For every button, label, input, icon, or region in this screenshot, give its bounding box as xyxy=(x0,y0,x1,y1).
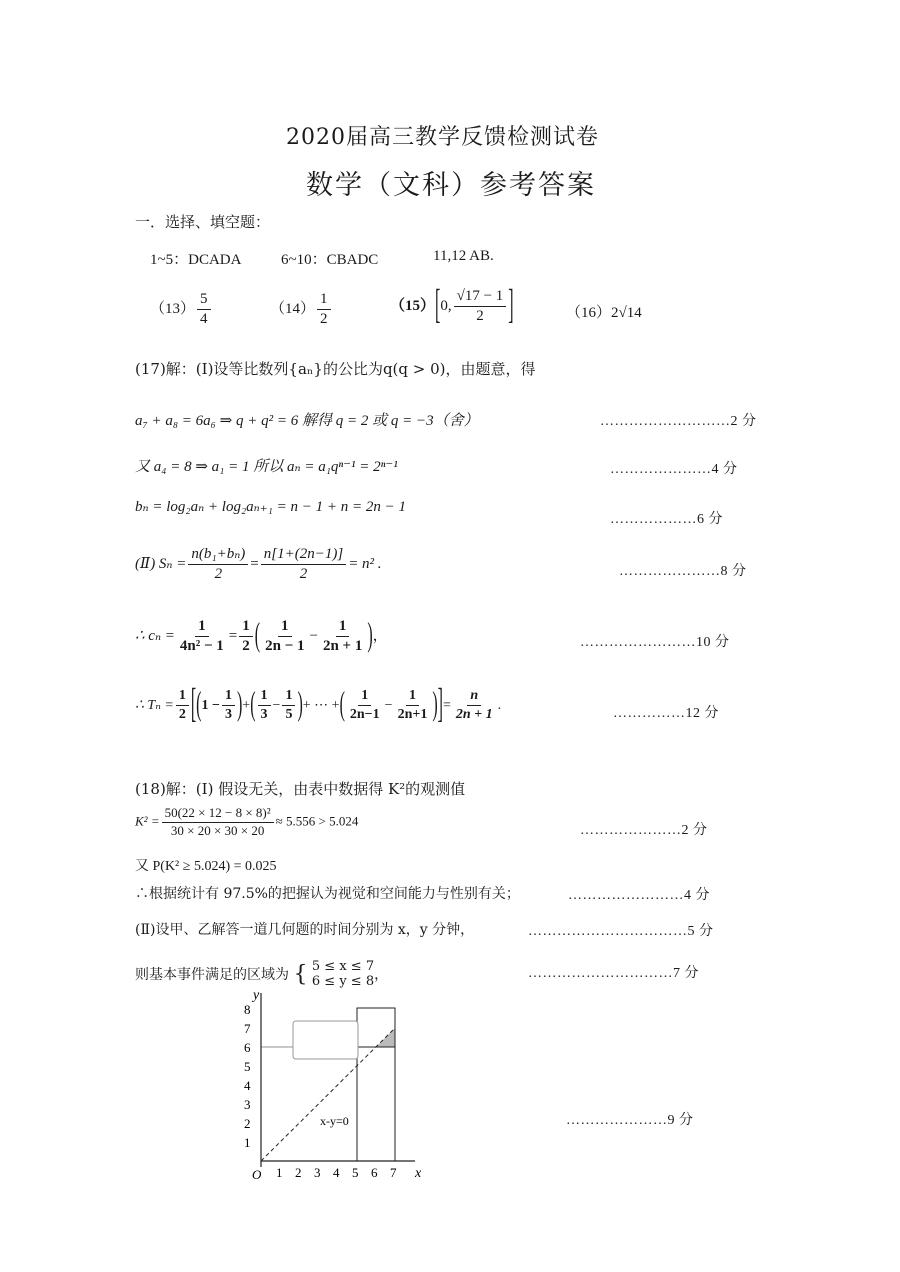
q17-line7 xyxy=(135,682,502,727)
q17-l7-dots: + ⋯ + xyxy=(302,697,340,713)
q17-l7-t2-minus: − xyxy=(272,697,281,713)
answers-6-10: 6~10：CBADC xyxy=(281,252,379,268)
q18-line2 xyxy=(135,806,358,839)
q17-score-8: …………………8 分 xyxy=(619,564,747,579)
q17-l7-plus1: + xyxy=(242,697,251,713)
q17-l7-t3-den1: 2n−1 xyxy=(349,707,380,723)
q17-l7-t3-minus: − xyxy=(384,697,393,713)
x-axis-label: x xyxy=(415,1166,422,1181)
q17-l6-f1-den: 4n² − 1 xyxy=(179,638,224,655)
q17-l6-frac3 xyxy=(262,618,307,656)
q18-l2-num: 50(22 × 12 − 8 × 8)² xyxy=(162,806,274,823)
q15-fraction xyxy=(454,288,507,326)
q17-l7-half xyxy=(176,688,189,723)
x-tick-label: 3 xyxy=(314,1165,321,1180)
exam-title: 2020届高三教学反馈检测试卷 xyxy=(286,125,599,150)
q18-l2-den: 30 × 20 × 30 × 20 xyxy=(170,822,265,838)
q17-l5-frac1 xyxy=(188,546,248,584)
q17-l5-f2-num: n[1+(2n−1)] xyxy=(261,546,346,565)
q17-l7-p2l: ( xyxy=(250,686,256,723)
q14-fraction xyxy=(317,291,331,329)
answer-16 xyxy=(566,301,642,322)
q17-l7-half-den: 2 xyxy=(178,707,186,723)
q17-l7-p1l: ( xyxy=(196,686,202,723)
q18-line1: (18)解：(Ⅰ) 假设无关，由表中数据得 K²的观测值 xyxy=(135,780,466,798)
region-graph xyxy=(240,985,430,1185)
q18-l2-frac xyxy=(162,806,274,839)
q18-score-2: …………………2 分 xyxy=(580,823,708,838)
x-tick-label: 4 xyxy=(333,1165,340,1180)
q15-num: √17 − 1 xyxy=(454,288,507,307)
q17-line4: bₙ = log₂aₙ + log₂aₙ₊₁ = n − 1 + n = 2n − 1 xyxy=(135,499,406,515)
q18-l6-sys1: 5 ≤ x ≤ 7 xyxy=(311,959,375,974)
q17-line3: 又 a₄ = 8 ⇒ a₁ = 1 所以 aₙ = a₁qⁿ⁻¹ = 2ⁿ⁻¹ xyxy=(135,459,398,475)
q14-num: 1 xyxy=(317,291,331,310)
q17-l7-t3-num1: 1 xyxy=(358,688,371,706)
q17-l7-t2-frac1 xyxy=(258,688,271,723)
q17-l7-t3-frac1 xyxy=(347,688,383,723)
y-tick-label: 4 xyxy=(244,1078,251,1093)
q17-l7-t2-num1: 1 xyxy=(258,688,271,706)
q17-l5-f1-den: 2 xyxy=(214,566,223,583)
q17-l7-p3r: ) xyxy=(432,686,438,723)
q17-l6-eq: = xyxy=(228,628,238,645)
section-heading: 一．选择、填空题： xyxy=(135,213,271,231)
q17-l5-f1-num: n(b₁+bₙ) xyxy=(188,546,248,565)
q17-l6-f4-num: 1 xyxy=(336,618,350,637)
q17-score-12: ……………12 分 xyxy=(613,706,719,721)
y-tick-label: 2 xyxy=(244,1116,251,1131)
q14-label: （14） xyxy=(270,301,316,318)
q17-l6-f1-num: 1 xyxy=(195,618,209,637)
q17-l7-t2-num2: 1 xyxy=(282,688,295,706)
q17-l5-frac2 xyxy=(261,546,346,584)
x-tick-label: 7 xyxy=(390,1165,397,1180)
q17-score-6: ………………6 分 xyxy=(610,512,723,527)
q16-value: 2√14 xyxy=(611,305,642,321)
overlay-box xyxy=(293,1021,358,1059)
q13-fraction xyxy=(197,291,211,329)
q18-l6-sys2: 6 ≤ y ≤ 8 xyxy=(311,973,375,989)
q18-score-9: …………………9 分 xyxy=(566,1113,694,1128)
q17-l7-rbracket: ] xyxy=(437,682,443,727)
y-tick-label: 8 xyxy=(244,1002,251,1017)
q17-l5-f2-den: 2 xyxy=(299,566,308,583)
y-tick-label: 7 xyxy=(244,1021,251,1036)
q18-l6-text: 则基本事件满足的区域为 xyxy=(135,966,289,983)
q17-l7-lbracket: [ xyxy=(190,682,197,727)
q16-label: （16） xyxy=(566,305,612,321)
q17-line5 xyxy=(135,546,382,584)
q17-line2: a₇ + a₈ = 6a₆ ⇒ q + q² = 6 解得 q = 2 或 q = −3（舍） xyxy=(135,413,479,429)
answers-11-12: 11,12 AB. xyxy=(433,248,494,264)
q17-l6-prefix: ∴ cₙ = xyxy=(135,628,175,645)
q14-den: 2 xyxy=(320,311,328,328)
q17-l6-tail: ， xyxy=(372,628,388,645)
q13-num: 5 xyxy=(197,291,211,310)
x-tick-label: 5 xyxy=(352,1165,359,1180)
q17-l7-tail: . xyxy=(497,697,502,713)
q17-l7-p1r: ) xyxy=(236,686,243,723)
subject-title: 数学（文科）参考答案 xyxy=(306,170,596,201)
q17-score-4: …………………4 分 xyxy=(610,462,738,477)
q17-l7-p2r: ) xyxy=(297,686,303,723)
q17-l6-f2-den: 2 xyxy=(242,638,250,655)
q18-l2-prefix: K² = xyxy=(135,813,160,829)
q17-l7-t1-den: 3 xyxy=(224,707,232,723)
q17-score-2: ………………………2 分 xyxy=(600,414,757,429)
answer-15 xyxy=(390,283,514,328)
q17-l7-t3-frac2 xyxy=(395,688,431,723)
q15-den: 2 xyxy=(476,308,484,325)
q17-l5-eq: = xyxy=(250,556,259,573)
y-tick-label: 6 xyxy=(244,1040,251,1055)
q17-l6-lparen: ( xyxy=(254,617,261,654)
x-tick-label: 6 xyxy=(371,1165,378,1180)
q17-l7-p3l: ( xyxy=(339,686,345,723)
q18-l6-brace: { xyxy=(293,961,308,987)
q17-score-10: ……………………10 分 xyxy=(580,635,730,650)
q18-score-5: ……………………………5 分 xyxy=(528,924,714,939)
q17-l6-f3-den: 2n − 1 xyxy=(265,638,305,655)
q17-l6-frac1 xyxy=(177,618,227,656)
q17-l6-f2-num: 1 xyxy=(239,618,253,637)
answer-14 xyxy=(270,291,333,329)
q17-l7-prefix: ∴ Tₙ = xyxy=(135,697,174,713)
x-tick-label: 2 xyxy=(295,1165,302,1180)
q17-l7-t2-den2: 5 xyxy=(285,707,293,723)
answer-13 xyxy=(150,291,213,329)
q17-l7-half-num: 1 xyxy=(176,688,189,706)
q17-l7-t2-den1: 3 xyxy=(260,707,268,723)
x-tick-label: 1 xyxy=(276,1165,283,1180)
q18-score-7: …………………………7 分 xyxy=(528,966,699,981)
q13-den: 4 xyxy=(200,311,208,328)
origin-label: O xyxy=(252,1167,262,1182)
answers-1-5: 1~5：DCADA xyxy=(150,252,242,268)
q17-l5-tail: = n² . xyxy=(348,556,382,573)
y-tick-label: 1 xyxy=(244,1135,251,1150)
q17-l7-t1: 1 − xyxy=(201,697,220,713)
q17-l7-t1-frac xyxy=(222,688,235,723)
q17-l5-prefix: (Ⅱ) Sₙ = xyxy=(135,556,187,573)
q17-l6-minus: − xyxy=(309,628,318,645)
q17-l7-eq: = xyxy=(442,697,451,713)
q18-l6-tail: ， xyxy=(374,966,389,983)
q17-l7-r-num: n xyxy=(467,688,481,706)
q18-l2-tail: ≈ 5.556 > 5.024 xyxy=(275,813,359,829)
q17-l7-r-den: 2n + 1 xyxy=(455,707,493,723)
line-label: x-y=0 xyxy=(320,1114,349,1128)
q18-line5: (Ⅱ)设甲、乙解答一道几何题的时间分别为 x，y 分钟， xyxy=(135,922,475,938)
q17-l7-result xyxy=(453,688,496,723)
q17-line1: (17)解：(Ⅰ)设等比数列{aₙ}的公比为q(q > 0)，由题意，得 xyxy=(135,360,536,378)
y-tick-label: 5 xyxy=(244,1059,251,1074)
q17-l7-t2-frac2 xyxy=(282,688,295,723)
q17-l7-t3-den2: 2n+1 xyxy=(397,707,428,723)
q17-l6-f3-num: 1 xyxy=(278,618,292,637)
q17-l7-t1-num: 1 xyxy=(222,688,235,706)
q15-left: 0, xyxy=(440,298,452,315)
q15-bracket-right: ] xyxy=(508,283,514,328)
q17-line6 xyxy=(135,618,388,656)
q17-l6-frac2 xyxy=(239,618,253,656)
q15-bracket-left: [ xyxy=(435,283,441,328)
y-tick-label: 3 xyxy=(244,1097,251,1112)
q15-label: （15） xyxy=(390,298,436,315)
q18-score-4: ……………………4 分 xyxy=(568,888,710,903)
y-axis-label: y xyxy=(253,988,260,1003)
q17-l6-frac4 xyxy=(320,618,365,656)
q18-line3: 又 P(K² ≥ 5.024) = 0.025 xyxy=(135,859,277,874)
q17-l6-f4-den: 2n + 1 xyxy=(322,638,363,655)
q17-l6-rparen: ) xyxy=(367,617,373,654)
q13-label: （13） xyxy=(150,301,196,318)
q17-l7-t3-num2: 1 xyxy=(406,688,419,706)
q18-line4: ∴根据统计有 97.5%的把握认为视觉和空间能力与性别有关； xyxy=(135,886,520,902)
